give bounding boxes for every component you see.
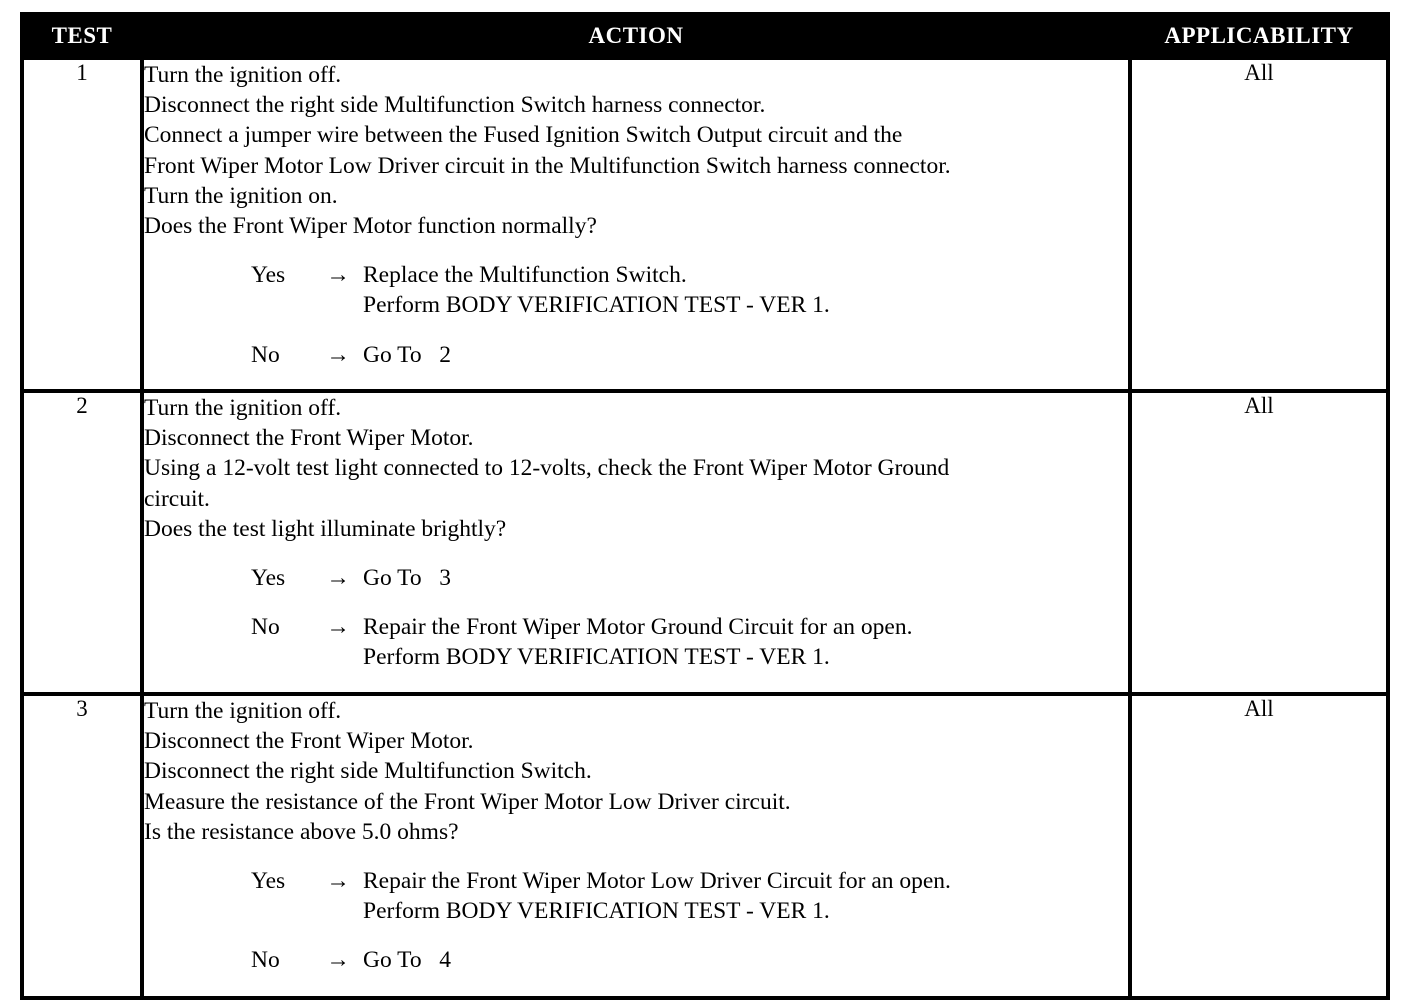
action-cell [142, 694, 1130, 998]
action-step: Disconnect the right side Multifunction Switch harness connector. [144, 92, 766, 119]
outcome-text: Perform BODY VERIFICATION TEST - VER 1. [363, 898, 830, 925]
outcome-text: Perform BODY VERIFICATION TEST - VER 1. [363, 644, 830, 671]
no-label: No [251, 341, 280, 368]
action-step: Front Wiper Motor Low Driver circuit in the Multifunction Switch harness connector. [144, 152, 951, 179]
no-label: No [251, 947, 280, 974]
outcome-text: Repair the Front Wiper Motor Ground Circuit for an open. [363, 614, 913, 641]
action-step: circuit. [144, 485, 210, 512]
test-number: 1 [22, 58, 142, 391]
outcome-text: Perform BODY VERIFICATION TEST - VER 1. [363, 292, 830, 319]
table-row-test-1 [22, 58, 1388, 391]
yes-label: Yes [251, 565, 286, 592]
applicability-value: All [1130, 694, 1388, 998]
arrow-right-icon: → [326, 262, 350, 289]
action-step: Using a 12-volt test light connected to 12-volts, check the Front Wiper Motor Ground [144, 455, 950, 482]
test-number: 2 [22, 391, 142, 694]
outcome-yes [251, 260, 1128, 320]
outcome-text: Go To 2 [363, 341, 452, 368]
yes-label: Yes [251, 868, 286, 895]
header-applicability: APPLICABILITY [1130, 14, 1388, 58]
arrow-right-icon: → [326, 341, 350, 368]
action-cell [142, 58, 1130, 391]
no-label: No [251, 614, 280, 641]
header-test: TEST [22, 14, 142, 58]
action-step: Disconnect the Front Wiper Motor. [144, 425, 474, 452]
applicability-value: All [1130, 391, 1388, 694]
outcome-yes [251, 866, 1128, 926]
action-step: Turn the ignition off. [144, 395, 342, 421]
arrow-right-icon: → [326, 565, 350, 592]
action-step: Turn the ignition on. [144, 182, 338, 209]
outcome-text: Go To 4 [363, 947, 452, 974]
action-step: Does the Front Wiper Motor function normally? [144, 213, 597, 240]
yes-label: Yes [251, 262, 286, 289]
outcome-yes [251, 563, 1128, 593]
arrow-right-icon: → [326, 614, 350, 641]
action-step: Is the resistance above 5.0 ohms? [144, 818, 459, 845]
outcome-no [251, 945, 1128, 975]
header-action: ACTION [142, 14, 1130, 58]
test-number: 3 [22, 694, 142, 998]
action-cell [142, 391, 1130, 694]
diagnostic-page [20, 12, 1386, 994]
table-row-test-3 [22, 694, 1388, 998]
arrow-right-icon: → [326, 947, 350, 974]
action-step: Does the test light illuminate brightly? [144, 515, 507, 542]
action-step: Disconnect the right side Multifunction Switch. [144, 758, 592, 785]
arrow-right-icon: → [326, 868, 350, 895]
action-step: Disconnect the Front Wiper Motor. [144, 728, 474, 755]
action-step: Measure the resistance of the Front Wiper Motor Low Driver circuit. [144, 788, 791, 815]
outcome-text: Repair the Front Wiper Motor Low Driver Circuit for an open. [363, 868, 951, 895]
outcome-no [251, 612, 1128, 672]
action-step: Turn the ignition off. [144, 62, 342, 88]
diagnostic-table [20, 12, 1390, 1000]
header-row [22, 14, 1388, 58]
outcome-no [251, 340, 1128, 370]
applicability-value: All [1130, 58, 1388, 391]
outcome-text: Go To 3 [363, 565, 452, 592]
table-row-test-2 [22, 391, 1388, 694]
action-step: Turn the ignition off. [144, 698, 342, 724]
action-step: Connect a jumper wire between the Fused Ignition Switch Output circuit and the [144, 122, 903, 149]
outcome-text: Replace the Multifunction Switch. [363, 262, 687, 289]
